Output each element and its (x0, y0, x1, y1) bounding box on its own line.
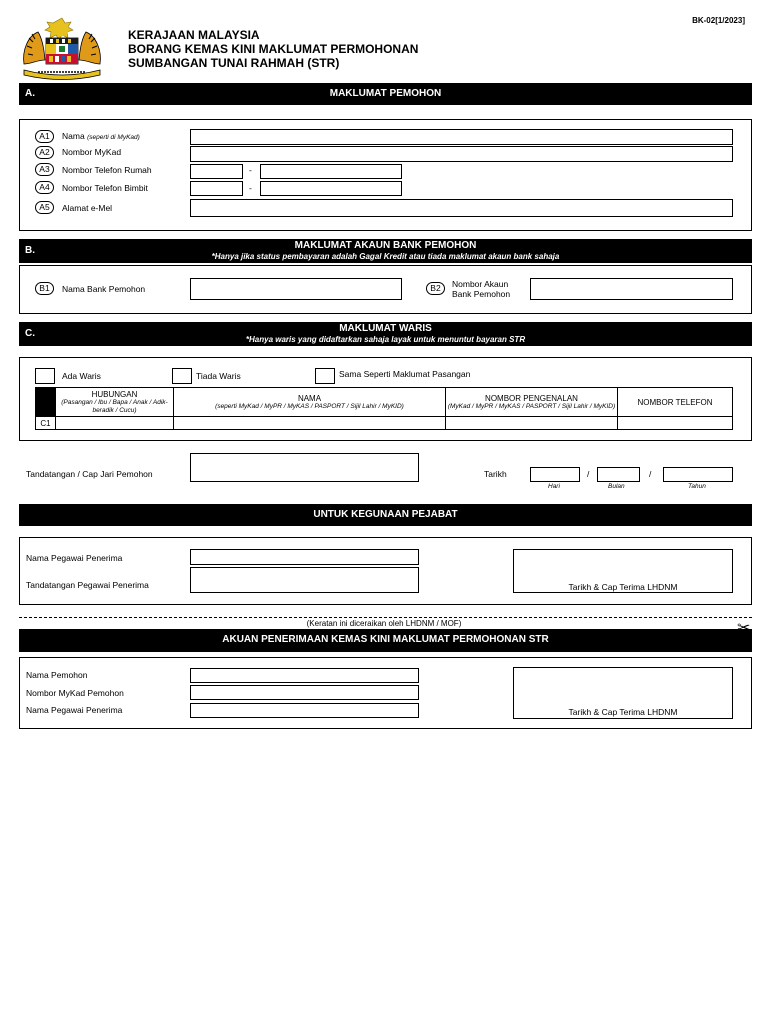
col-phone (618, 388, 733, 417)
receipt-officer-name-label: Nama Pegawai Penerima (26, 705, 123, 715)
field-id-a5: A5 (35, 201, 54, 214)
home-phone-label: Nombor Telefon Rumah (62, 165, 152, 175)
col-name-title: NAMA (297, 394, 322, 403)
cut-note: (Keratan ini diceraikan oleh LHDNM / MOF) (306, 619, 462, 628)
date-day-input[interactable] (530, 467, 580, 482)
heir-table (35, 387, 733, 430)
receipt-stamp-label: Tarikh & Cap Terima LHDNM (568, 707, 678, 717)
date-day-caption: Hari (548, 483, 560, 490)
form-code: BK-02[1/2023] (692, 16, 745, 25)
section-a-title: MAKLUMAT PEMOHON (329, 88, 442, 99)
office-officer-signature-label: Tandatangan Pegawai Penerima (26, 580, 149, 590)
heir-table-corner (36, 388, 56, 417)
date-month-input[interactable] (597, 467, 640, 482)
col-relationship (56, 388, 174, 417)
office-officer-name-label: Nama Pegawai Penerima (26, 553, 123, 563)
date-slash-1: / (587, 469, 590, 479)
malaysia-coat-of-arms-logo (18, 16, 106, 82)
col-id-number-title: NOMBOR PENGENALAN (485, 393, 578, 403)
cut-line (19, 617, 752, 618)
home-phone-area-input[interactable] (190, 164, 243, 179)
name-label-text: Nama (62, 131, 85, 141)
date-year-input[interactable] (663, 467, 733, 482)
section-c-header (19, 322, 752, 346)
field-id-b1: B1 (35, 282, 54, 295)
mobile-phone-label: Nombor Telefon Bimbit (62, 183, 148, 193)
home-phone-dash: - (249, 165, 252, 175)
section-b-header (19, 239, 752, 263)
heir-none-checkbox[interactable] (172, 368, 192, 384)
col-id-number-note: (MyKad / MyPR / MyKAS / PASPORT / Sijil Lahir / MyKID) (447, 402, 616, 410)
header-line-3: SUMBANGAN TUNAI RAHMAH (STR) (128, 56, 340, 70)
heir-table-row (36, 417, 733, 430)
heir-phone-cell[interactable] (618, 417, 733, 430)
col-id-number (446, 388, 618, 417)
section-c-subtitle: *Hanya waris yang didaftarkan sahaja layak untuk menuntut bayaran STR (245, 335, 526, 344)
section-c-code: C. (25, 328, 35, 339)
email-input[interactable] (190, 199, 733, 217)
account-number-input[interactable] (530, 278, 733, 300)
date-month-caption: Bulan (608, 483, 625, 490)
bank-name-label: Nama Bank Pemohon (62, 284, 146, 294)
date-slash-2: / (649, 469, 652, 479)
heir-id-number-cell[interactable] (446, 417, 618, 430)
heir-row-id: C1 (36, 417, 56, 430)
section-a-header (19, 83, 752, 105)
mykad-input[interactable] (190, 146, 733, 162)
mobile-phone-number-input[interactable] (260, 181, 402, 196)
field-id-b2: B2 (426, 282, 445, 295)
header-line-2: BORANG KEMAS KINI MAKLUMAT PERMOHONAN (128, 42, 419, 56)
mykad-label: Nombor MyKad (62, 147, 122, 157)
col-name-note: (seperti MyKad / MyPR / MyKAS / PASPORT / Sijil Lahir / MyKID) (215, 403, 404, 410)
office-use-title: UNTUK KEGUNAAN PEJABAT (313, 509, 458, 520)
account-number-label-1: Nombor Akaun (452, 279, 509, 289)
email-label: Alamat e-Mel (62, 203, 113, 213)
section-c-title: MAKLUMAT WARIS (339, 323, 432, 334)
applicant-signature-box[interactable] (190, 453, 419, 482)
office-officer-signature-box[interactable] (190, 567, 419, 593)
heir-yes-checkbox[interactable] (35, 368, 55, 384)
receipt-applicant-ic-label: Nombor MyKad Pemohon (26, 688, 124, 698)
header-line-1: KERAJAAN MALAYSIA (128, 28, 260, 42)
section-b-code: B. (25, 245, 35, 256)
receipt-title: AKUAN PENERIMAAN KEMAS KINI MAKLUMAT PERMOHONAN STR (222, 634, 549, 645)
col-relationship-note: (Pasangan / Ibu / Bapa / Anak / Adik-beradik / Cucu) (61, 398, 168, 414)
receipt-header (19, 629, 752, 652)
home-phone-number-input[interactable] (260, 164, 402, 179)
name-label (62, 131, 140, 141)
office-stamp-label: Tarikh & Cap Terima LHDNM (568, 582, 678, 592)
field-id-a3: A3 (35, 163, 54, 176)
section-a-code: A. (25, 88, 35, 99)
office-use-header (19, 504, 752, 526)
field-id-a1: A1 (35, 130, 54, 143)
office-officer-name-input[interactable] (190, 549, 419, 565)
name-input[interactable] (190, 129, 733, 145)
heir-none-label: Tiada Waris (196, 371, 241, 381)
section-b-subtitle: *Hanya jika status pembayaran adalah Gagal Kredit atau tiada maklumat akaun bank sahaja (211, 252, 560, 261)
heir-same-as-spouse-label: Sama Seperti Maklumat Pasangan (339, 369, 471, 379)
receipt-applicant-name-input[interactable] (190, 668, 419, 683)
mobile-phone-dash: - (249, 183, 252, 193)
account-number-label-2: Bank Pemohon (452, 289, 511, 299)
field-id-a4: A4 (35, 181, 54, 194)
heir-yes-label: Ada Waris (62, 371, 101, 381)
date-label: Tarikh (484, 469, 507, 479)
section-b-title: MAKLUMAT AKAUN BANK PEMOHON (294, 240, 477, 251)
receipt-officer-name-input[interactable] (190, 703, 419, 718)
heir-relationship-cell[interactable] (56, 417, 174, 430)
receipt-applicant-ic-input[interactable] (190, 685, 419, 700)
receipt-applicant-name-label: Nama Pemohon (26, 670, 88, 680)
field-id-a2: A2 (35, 146, 54, 159)
col-phone-title: NOMBOR TELEFON (637, 397, 713, 407)
applicant-signature-label: Tandatangan / Cap Jari Pemohon (26, 469, 153, 479)
mobile-phone-prefix-input[interactable] (190, 181, 243, 196)
heir-name-cell[interactable] (174, 417, 446, 430)
col-relationship-title: HUBUNGAN (91, 389, 138, 399)
name-label-note: (seperti di MyKad) (87, 134, 140, 141)
date-year-caption: Tahun (688, 483, 706, 490)
heir-same-as-spouse-checkbox[interactable] (315, 368, 335, 384)
col-name (174, 388, 446, 417)
heir-table-header-row (36, 388, 733, 417)
bank-name-input[interactable] (190, 278, 402, 300)
